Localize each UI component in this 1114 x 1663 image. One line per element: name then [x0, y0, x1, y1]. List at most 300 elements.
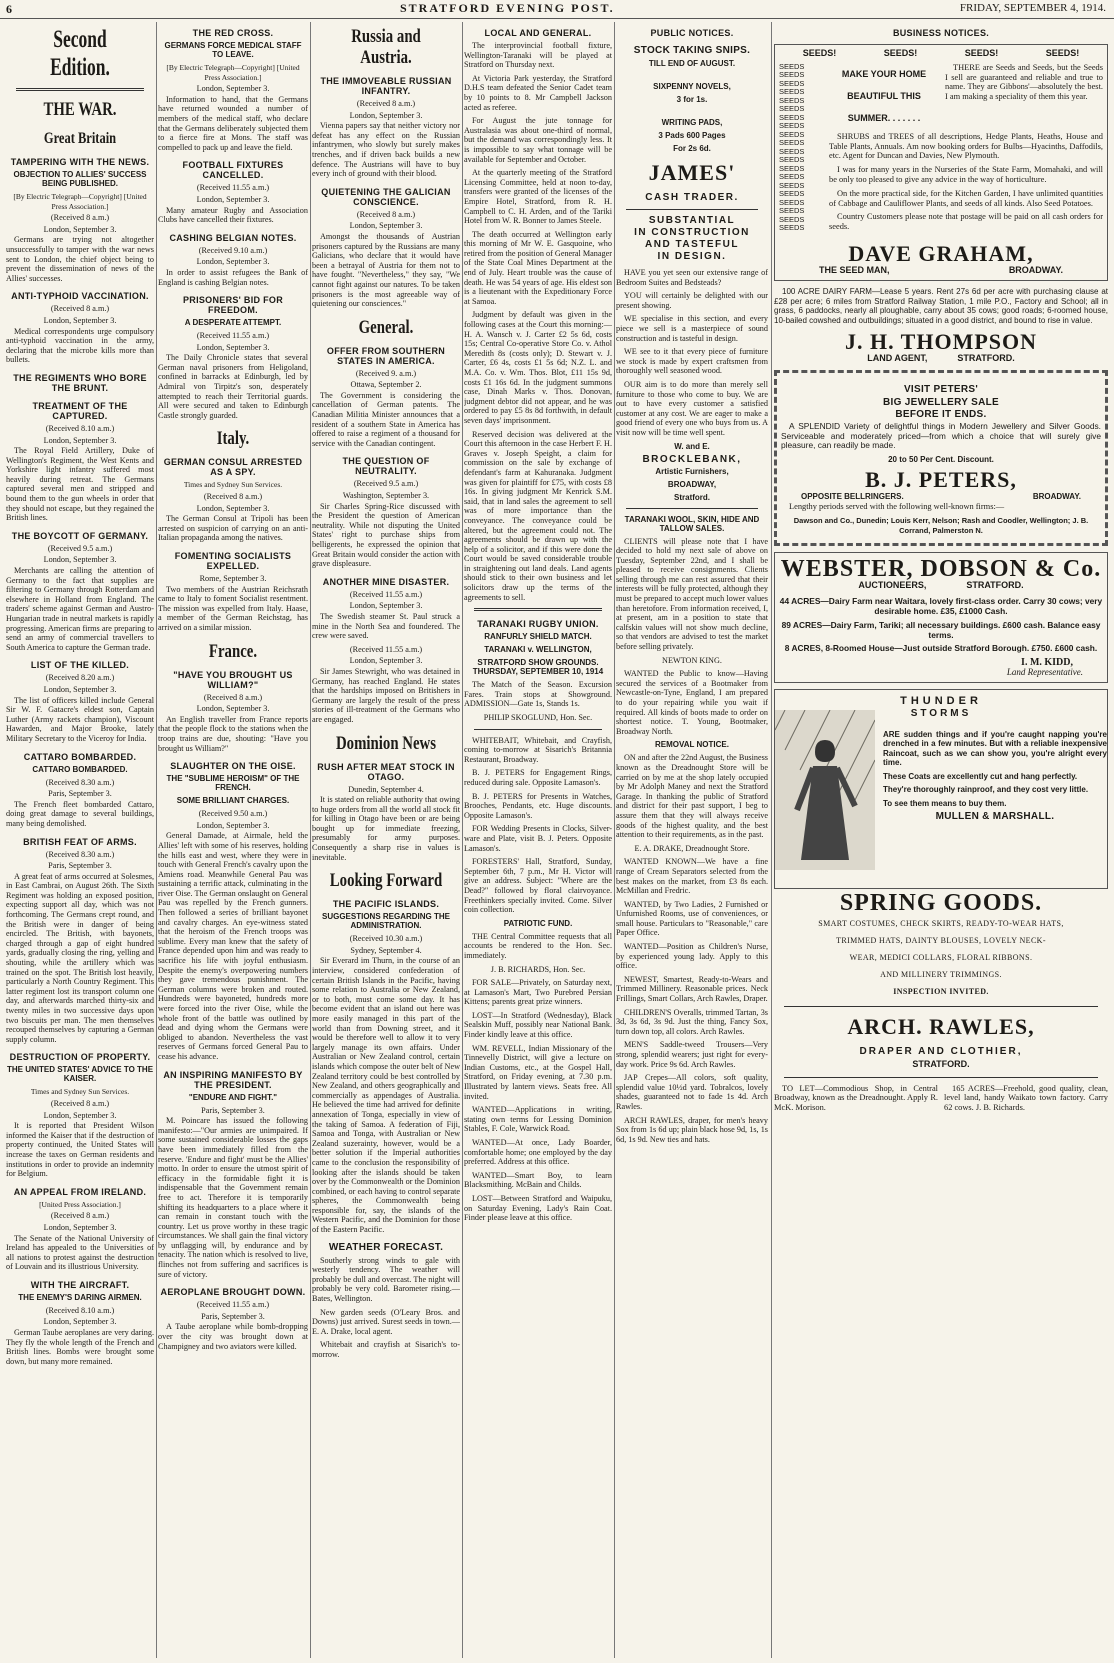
classified-ad: NEWEST, Smartest, Ready-to-Wears and Trimmed Millinery. Reasonable prices. Neck Frillings, Smart Collars, Arch Rawles, Draper. [616, 974, 768, 1004]
headline: ANOTHER MINE DISASTER. [322, 576, 450, 587]
article-text: Two members of the Austrian Reichsrath came to Italy to foment Socialist resentment. The mission was expelled from Italy. Haase, a member of the German Reichstag, has arrived on a similar mission. [158, 584, 308, 632]
ad-heading: BIG JEWELLERY SALE [883, 396, 999, 408]
dateline: London, September 3. [196, 257, 270, 267]
ad-discount: 20 to 50 Per Cent. Discount. [888, 455, 994, 465]
article-text: Medical correspondents urge compulsory anti-typhoid vaccination in the army, declaring that the microbe kills more than bullets. [6, 326, 154, 365]
received-time: (Received 11.55 a.m.) [196, 1300, 270, 1310]
james-brand: JAMES' [648, 160, 736, 185]
dateline: London, September 3. [43, 1222, 117, 1232]
article-text: Amongst the thousands of Austrian prisoners captured by the Russians are many Galicians, who declare that it would have been a betrayal of Austria for them not to have fought. "Nevertheless," they say, "We cannot fight against our natures. To be taken prisoners is the most agreeable way of quietening our consciences." [312, 231, 460, 309]
article-text: Sir Everard im Thurn, in the course of an interview, considered confederation of certain British Islands in the Pacific, having some relation to Australia or New Zealand, or to both, must come some day. It has become evident that an island out here was more easily managed in this part of the world than from Downing street, and it would be therefore well to allow it to very largely manage its own affairs. Under Australian or New Zealand control, certain islands which compose the outer belt of New Zealand territory could be best controlled by New Zealand, and others geographically and commercially as appendages of Australia. He believed the time had arrived for definite annexation of Tonga, especially in view of the taking of Samoa. A federation of Fiji, Samoa and Tonga, with Australian or New Zealand suzerainty, however, would be a better solution if the Imperial authorities came to the conclusion the responsibility of looking after the islands should be taken over by the Commonwealth or the Dominion combined, or each having to control separate spheres, the Commonwealth being responsible for, say, the islands of the Western Pacific, and the Dominion for those of the Eastern Pacific. [312, 956, 460, 1235]
article-text: In order to assist refugees the Bank of England is cashing Belgian notes. [158, 267, 308, 287]
dave-graham-name: DAVE GRAHAM, [848, 240, 1034, 266]
received-time: (Received 9.5 a.m.) [47, 543, 113, 553]
thompson-address: STRATFORD. [957, 352, 1015, 363]
ad-text: They're thoroughly rainproof, and they cost very little. [883, 785, 1089, 795]
arch-rawles-address: STRATFORD. [912, 1058, 970, 1069]
ad-text: THERE are Seeds and Seeds, but the Seeds I sell are guaranteed and reliable and true to name. They are Gibbons'—absolutely the best. I am making a speciality of them this year. [945, 62, 1103, 102]
section-france: France. [208, 640, 258, 662]
subheadline: CATTARO BOMBARDED. [32, 764, 128, 774]
ad-heading: TARANAKI RUGBY UNION. [477, 619, 599, 630]
article-text: Many amateur Rugby and Association Clubs have cancelled their fixtures. [158, 205, 308, 225]
article-text: It is stated on reliable authority that owing to huge orders from all the world all stock fit for killing in Otago have been or are being bought up for immediate freezing, presumably for army purposes. Consequently a sharp rise in values is inevitable. [312, 795, 460, 862]
ad-text: WE specialise in this section, and every piece we sell is a masterpiece of sound construction and is tasteful in design. [616, 314, 768, 343]
slogan-line: SUMMER. . . . . . . [847, 112, 921, 123]
newspaper-title: STRATFORD EVENING POST. [400, 1, 615, 15]
dateline: London, September 3. [196, 194, 270, 204]
ad-text: 100 ACRE DAIRY FARM—Lease 5 years. Rent 27s 6d per acre with purchasing clause at £28 per acre; 6 miles from Stratford Railway Station, 1 mile P.O., Factory and School; all in grass, 6 paddocks, nearly all ploughable, carry about 35 cows; good roads; 6-roomed house, 10-bailed cowshed and outbuildings; situated in a good district, and bound to rise in value. [774, 286, 1108, 326]
ad-text: On the more practical side, for the Kitchen Garden, I have unlimited quantities of Cabbage and Cauliflower Plants, and seeds of all kinds. Also Seed Potatoes. [829, 188, 1103, 208]
dateline: Dunedin, September 4. [348, 784, 424, 794]
dateline: London, September 3. [43, 684, 117, 694]
article-text: The Royal Field Artillery, Duke of Wellington's Regiment, the West Kents and Yorkshire light infantry suffered most heavily during retreat. The Germans captured several men and stripped and bound them to the gun wheels in order that they should not escape, but they regained the British lines. [6, 446, 154, 523]
headline: RUSH AFTER MEAT STOCK IN OTAGO. [317, 761, 455, 782]
subheadline: OBJECTION TO ALLIES' SUCCESS BEING PUBLISHED. [13, 170, 147, 188]
dateline: London, September 3. [196, 84, 270, 94]
ad-subheading: TARANAKI v. WELLINGTON, [484, 645, 592, 655]
column-rule [156, 22, 157, 1658]
column-6 [774, 22, 1108, 1658]
section-general: General. [358, 316, 414, 338]
headline: TAMPERING WITH THE NEWS. [10, 157, 150, 167]
dateline: London, September 3. [196, 820, 270, 830]
divider [784, 1006, 1098, 1007]
headline: "HAVE YOU BROUGHT US WILLIAM?" [173, 669, 293, 690]
classified-ad: LOST—Between Stratford and Waipuku, on Saturday Evening, Lady's Rain Coat. Finder please leave at this office. [464, 1193, 612, 1223]
received-time: (Received 9.50 a.m.) [198, 809, 268, 819]
dateline: Rome, September 3. [199, 574, 267, 583]
ad-text: ON and after the 22nd August, the Business known as the Dreadnought Store will be carried on by me at the shop lately occupied by Mr Adolph Maney and next the Stratford Garage. In thanking the public of Stratford and district for their past support, I beg to assure them that they will always receive goods of the highest quality, and the best attention to their requirements, as in the past. [616, 753, 768, 840]
article-text: Merchants are calling the attention of Germany to the fact that supplies are filtering to Germany through Rotterdam and elsewhere in Holland from England. The traders' scheme against German and Austro-Hungarian trade in neutral markets is rapidly progressing. American firms are preparing to send an army of commercial travellers to South America to capture the German trade. [6, 566, 154, 652]
ad-signature: NEWTON KING. [662, 655, 722, 665]
spring-line: SMART COSTUMES, CHECK SKIRTS, READY-TO-WEAR HATS, [818, 918, 1064, 928]
received-time: (Received 11.55 a.m.) [196, 183, 270, 193]
thompson-title: LAND AGENT, [867, 352, 928, 363]
seeds-text [829, 63, 1103, 236]
headline: WEATHER FORECAST. [328, 1241, 444, 1253]
headline: THE PACIFIC ISLANDS. [332, 899, 440, 910]
article-text: The German Consul at Tripoli has been arrested on suspicion of carrying on an anti-Italian propaganda among the natives. [158, 514, 308, 543]
headline: GERMAN CONSUL ARRESTED AS A SPY. [163, 457, 303, 478]
dateline: London, September 3. [349, 656, 423, 666]
dateline: London, September 3. [349, 601, 423, 611]
article-text: Sir Charles Spring-Rice discussed with the President the question of American neutrality. While not disputing the United States' right to purchase ships from belligerents, he expressed the opinion that Great Britain would consider the action with grave displeasure. [312, 501, 460, 569]
seeds-ad [774, 44, 1108, 281]
dateline: London, September 3. [349, 110, 423, 120]
received-time: (Received 8.20 a.m.) [45, 673, 115, 683]
seeds-word: SEEDS! [802, 48, 837, 58]
article-text: Judgment by default was given in the following cases at the Court this morning:—H. A. Wansch v. J. Carter £2 5s 6d, costs 15s; Central Co-operative Store Co. v. Athol Meredith 8s (costs only); D. Stewart v. J. Carter, £6 4s, costs £1 5s 6d; N.Z. L. and M.A. Co. v. Wm. Thos. Blot, £11 15s 9d, costs £1 16s 6d. In the judgment summons case, Dinah Marks v. Thos. Donovan, judgment debtor did not appear, and he was ordered to pay £5 8s 8d forthwith, in default seven days' imprisonment. [464, 310, 612, 425]
headline: THE BOYCOTT OF GERMANY. [11, 530, 149, 541]
seeds-header [779, 49, 1103, 59]
article-text: At Victoria Park yesterday, the Stratford D.H.S team defeated the Senior Cadet team by 10 points to 8. Mr Campbell Jackson acted as referee. [464, 73, 612, 112]
seeds-item: SEEDS [779, 189, 805, 199]
article-text: The interprovincial football fixture, Wellington-Taranaki will be played at Stratford on Thursday next. [464, 41, 612, 70]
article-text: Sir James Stewright, who was detained in Germany, has reached England. He states that the hardships imposed on Britishers in Germany are largely the result of the press stories of ill-treatment of the Germans who are engaged. [312, 666, 460, 724]
classified-ad: WANTED—Smart Boy, to learn Blacksmithing. McBain and Childs. [464, 1170, 612, 1190]
classified-ad: WM. REVELL, Indian Missionary of the Tinnevelly District, will give a lecture on Indian Customs, etc., at the Gospel Hall, Stratford, on Friday evening, at 7.30 p.m. Illustrated by lantern views. Seats free. All invited. [464, 1043, 612, 1101]
column-rule [462, 22, 463, 1658]
ad-signature: E. A. DRAKE, Dreadnought Store. [634, 843, 750, 853]
classified-ad: LOST—In Stratford (Wednesday), Black Sealskin Muff, possibly near National Bank. Finder kindly leave at this office. [464, 1010, 612, 1040]
masthead [0, 0, 1114, 19]
column-rule [310, 22, 311, 1658]
kidd-name: I. M. KIDD, [1021, 657, 1073, 669]
received-time: (Received 10.30 a.m.) [349, 934, 423, 944]
ad-text: Dawson and Co., Dunedin; Louis Kerr, Nelson; Rash and Coodler, Wellington; J. B. Corrand, Palmerston N. [793, 515, 1089, 535]
article-text: German Taube aeroplanes are very daring. They fly the whole length of the French and British lines. Bombs were brought some down, but many more remained. [6, 1328, 154, 1366]
column-4 [464, 22, 612, 1658]
article-text: Germans are trying not altogether unsuccessfully to tamper with the war news sent to London, the chief object being to prevent the dissemination of news of the Allies' successes. [6, 235, 154, 283]
headline: FOMENTING SOCIALISTS EXPELLED. [174, 551, 292, 571]
seeds-top [829, 63, 1103, 129]
classified-ad: JAP Crepes—All colors, soft quality, splendid value 10½d yard. Tobralcos, lovely shades, guaranteed not to fade 1s 4d. Arch Rawles. [616, 1073, 768, 1111]
thompson-line [774, 354, 1108, 364]
bottom-classifieds [774, 1084, 1108, 1113]
received-time: (Received 8 a.m.) [356, 209, 416, 219]
spring-goods-heading: SPRING GOODS. [839, 889, 1043, 916]
seeds-item: SEEDS [779, 104, 805, 114]
classified-ad: FORESTERS' Hall, Stratford, Sunday, September 6th, 7 p.m., Mr H. Victor will give an address. Subject: "Where are the Dead?" followed by floral clairvoyance. Freethinkers specially invited. Come. Silver coin collection. [464, 857, 612, 915]
ad-text: I was for many years in the Nurseries of the State Farm, Momahaki, and will be only too pleased to give any advice in the way of horticulture. [829, 165, 1103, 184]
seeds-item: SEEDS [779, 112, 805, 122]
ad-text: HAVE you yet seen our extensive range of Bedroom Suites and Bedsteads? [616, 268, 768, 287]
mullen-marshall-name: MULLEN & MARSHALL. [935, 811, 1055, 823]
dispatch-source: Times and Sydney Sun Services. [183, 480, 283, 490]
ad-text: Country Customers please note that postage will be paid on all cash orders for seeds. [829, 212, 1103, 232]
ad-heading: BEFORE IT ENDS. [895, 408, 987, 420]
received-time: (Received 8 a.m.) [50, 1211, 110, 1221]
section-italy: Italy. [216, 428, 250, 450]
headline: THE IMMOVEABLE RUSSIAN INFANTRY. [320, 76, 452, 96]
classified-ad: WANTED, by Two Ladies, 2 Furnished or Unfurnished Rooms, use of conveniences, or small house. Particulars to "Reasonable," care Paper Office. [616, 899, 768, 938]
classified-ad: WANTED—Applications in writing, stating own terms for Lessing Dominion Stables, F. Cole, Warwick Road. [464, 1105, 612, 1134]
received-time: (Received 8.10 a.m.) [45, 1305, 115, 1315]
article-text: Reserved decision was delivered at the Court this afternoon in the case Herbert F. H. Graves v. Joseph Speight, a claim for commission on the sale by exchange of defendant's farm at Kahuranaka. Judgment was given for plaintiff for £75, with costs £8 16s. In giving judgment Mr Kenrick S.M. said, that in land sales the agreement to sell was of more importance than the conveyance. The conveyance could be altered, but the agreement could not. The agreements should be drawn up with the help of a solicitor, and if this were done the Court would be saved considerable trouble in straightening out land deals. Land agents should stick to their own business and let solicitors draw up the terms of the agreements to sell. [464, 429, 612, 602]
seeds-word: SEEDS! [883, 48, 918, 58]
classified-ad: B. J. PETERS for Engagement Rings, reduced during sale. Opposite Lamason's. [464, 768, 612, 787]
received-time: (Received 11.55 a.m.) [349, 589, 423, 599]
ad-subheading: TILL END OF AUGUST. [648, 59, 736, 68]
webster-line [779, 581, 1103, 591]
subheadline: THE "SUBLIME HEROISM" OF THE FRENCH. [166, 774, 300, 793]
headline: PRISONERS' BID FOR FREEDOM. [182, 295, 284, 316]
peters-street: BROADWAY. [1032, 492, 1081, 502]
seeds-item: SEEDS [779, 78, 805, 88]
dateline: London, September 3. [43, 1317, 117, 1327]
article-text: Whitebait and crayfish at Sisarich's to-morrow. [312, 1340, 460, 1359]
headline: FOOTBALL FIXTURES CANCELLED. [182, 160, 284, 181]
firm-line: Stratford. [674, 492, 710, 502]
column-rule [771, 22, 772, 1658]
received-time: (Received 8 a.m.) [203, 492, 263, 502]
classified-ad: THE Central Committee requests that all accounts be rendered to the Hon. Sec. immediately. [464, 931, 612, 960]
article-text: The death occurred at Wellington early this morning of Mr W. E. Gasquoine, who retired from the position of General Manager of the State Coal Mines Department at the end of July. Heart trouble was the cause of death. He was 54 years of age. His eldest son is a lieutenant with the Expeditionary Force at Samoa. [464, 229, 612, 306]
seeds-item: SEEDS [779, 223, 805, 233]
seeds-repeat-list [779, 63, 823, 236]
headline: QUIETENING THE GALICIAN CONSCIENCE. [321, 186, 451, 207]
ad-text: To see them means to buy them. [883, 798, 1007, 808]
ad-heading: STOCK TAKING SNIPS. [633, 45, 751, 56]
subheadline: THE UNITED STATES' ADVICE TO THE KAISER. [6, 1065, 154, 1084]
divider [474, 608, 602, 611]
classified-ad: WANTED KNOWN—We have a fine range of Cream Separators selected from the best makes on the market, from £3 8s each. McMillan and Fredric. [616, 857, 768, 896]
ad-signature: J. B. RICHARDS, Hon. Sec. [490, 964, 586, 974]
ad-signature: PHILIP SKOGLUND, Hon. Sec. [483, 713, 593, 723]
section-russia-austria: Russia and Austria. [351, 26, 421, 68]
seeds-body [779, 63, 1103, 236]
ad-line: 3 for 1s. [676, 95, 708, 104]
article-text: A Taube aeroplane while bomb-dropping over the city was brought down at Champigney and two aviators were killed. [158, 1322, 308, 1351]
article-text: New garden seeds (O'Leary Bros. and Downs) just arrived. Surest seeds in town.—E. A. Drake, local agent. [312, 1307, 460, 1336]
webster-address: STRATFORD. [966, 580, 1024, 591]
headline: WITH THE AIRCRAFT. [30, 1279, 130, 1290]
page-number: 6 [6, 2, 12, 16]
seeds-item: SEEDS [779, 87, 805, 97]
classified-ad: 165 ACRES—Freehold, good quality, clean, level land, handy Waikato town factory. Carry 62 cows. J. B. Richards. [944, 1083, 1108, 1113]
slogan-line: MAKE YOUR HOME [841, 68, 927, 79]
ad-heading: TARANAKI WOOL, SKIN, HIDE AND TALLOW SALES. [624, 514, 760, 533]
ad-heading: IN CONSTRUCTION [634, 227, 750, 238]
headline: CATTARO BOMBARDED. [23, 751, 137, 762]
spring-line: INSPECTION INVITED. [893, 986, 989, 996]
arch-rawles-title: DRAPER AND CLOTHIER, [859, 1045, 1023, 1057]
dateline: Paris, September 3. [201, 1105, 265, 1115]
dateline: Sydney, September 4. [350, 945, 422, 955]
article-text: General Damade, at Airmale, held the Allies' left with some of his reserves, holding the hills east and west, where they were in touch with General French's cavalry upon the Amiens road. Meanwhile General Pau was sustaining a terrific attack, culminating in the river Oise. The German onslaught on General Pau was repelled by the French gunners. Then followed a series of brilliant bayonet and cavalry charges. An eye-witness stated that the heroism of the French troops was sublime. Every man knew that the safety of France depended upon him and was ready to sacrifice his life with joyful enthusiasm. Despite the enemy's overpowering numbers they gave tremendous punishment. The German columns were broken and routed. Hundreds were bayoneted, hundreds more were forced into the river Oise, while the whole front of the battle was outlined by dead and dying whom the Germans were obliged to abandon. Nevertheless the vast reserves of Germans forced General Pau to cease his advance. [158, 831, 308, 1061]
seeds-item: SEEDS [779, 180, 805, 190]
headline: BRITISH FEAT OF ARMS. [23, 836, 137, 847]
seeds-item: SEEDS [779, 138, 805, 148]
received-time: (Received 8.30 a.m.) [45, 849, 115, 859]
dateline: London, September 3. [196, 503, 270, 513]
article-text: Southerly strong winds to gale with westerly tendency. The weather will probably be dull and overcast. The night will probably be very cold. Barometer rising.—Bates, Wellington. [312, 1255, 460, 1304]
seeds-item: SEEDS [779, 163, 805, 173]
article-text: The list of officers killed include General Sir W. F. Gatacre's eldest son, Captain Luther (Army rackets champion), Viscount Hawarden, and Major Brooke, lately Military Secretary to the Viceroy for India. [6, 695, 154, 743]
section-war: THE WAR. [43, 99, 117, 120]
seeds-item: SEEDS [779, 121, 805, 131]
classified-ad: FOR SALE—Privately, on Saturday next, at Lamason's Mart, Two Purebred Persian Kittens; parents great prize winners. [464, 978, 612, 1007]
dateline: London, September 3. [43, 1110, 117, 1120]
seeds-word: SEEDS! [964, 48, 999, 58]
ad-heading: IN DESIGN. [657, 251, 727, 262]
edition-title: Second Edition. [50, 26, 110, 81]
spring-line: TRIMMED HATS, DAINTY BLOUSES, LOVELY NECK- [836, 935, 1046, 945]
ad-text: Lengthy periods served with the following well-known firms:— [789, 501, 1005, 511]
section-great-britain: Great Britain [43, 130, 117, 147]
webster-dobson-ad [774, 552, 1108, 682]
received-time: (Received 8 a.m.) [356, 99, 416, 108]
dispatch-source: [By Electric Telegraph—Copyright] [United Press Association.] [166, 63, 300, 82]
dateline: Paris, September 3. [48, 789, 112, 799]
headline: LOCAL AND GENERAL. [484, 28, 592, 38]
classified-ad: CHILDREN'S Overalls, trimmed Tartan, 3s 3d, 3s 6d, 3s 9d. Just the thing, Fancy Sox, turn down top, all colors. Arch Rawles. [616, 1007, 768, 1036]
kidd-title: Land Representative. [1006, 666, 1083, 677]
mullen-marshall-ad [774, 689, 1108, 889]
seeds-item: SEEDS [779, 214, 805, 224]
seeds-item: SEEDS [779, 146, 805, 156]
dispatch-source: [United Press Association.] [39, 1199, 121, 1209]
subheadline: SOME BRILLIANT CHARGES. [176, 796, 290, 806]
dateline: Paris, September 3. [48, 861, 112, 871]
classified-ad: MEN'S Saddle-tweed Trousers—Very strong, splendid wearers; just right for every-day work. Price 9s 6d. Arch Rawles. [616, 1040, 768, 1069]
headline: ANTI-TYPHOID VACCINATION. [11, 291, 149, 302]
headline: OFFER FROM SOUTHERN STATES IN AMERICA. [326, 345, 446, 366]
thompson-name: J. H. THOMPSON [844, 328, 1038, 354]
ad-text: The Match of the Season. Excursion Fares. Train stops at Showground. ADMISSION—Gate 1s, Stands 1s. [464, 680, 612, 709]
article-text: The Swedish steamer St. Paul struck a mine in the North Sea and foundered. The crew were saved. [312, 611, 460, 641]
firm-name: W. and E. [674, 441, 710, 451]
seeds-item: SEEDS [779, 70, 805, 80]
received-time: (Received 8.30 a.m.) [45, 777, 115, 787]
cash-trader: CASH TRADER. [645, 192, 739, 203]
classified-ad: TO LET—Commodious Shop, in Central Broadway, known as the Dreadnought. Apply R. McK. Morison. [774, 1083, 938, 1113]
peters-location: OPPOSITE BELLRINGERS. [801, 492, 904, 502]
section-business-notices: BUSINESS NOTICES. [892, 28, 990, 38]
firm-line: Artistic Furnishers, [655, 466, 729, 476]
peters-name: B. J. PETERS, [865, 467, 1017, 493]
article-text: Information to hand, that the Germans have returned wounded a number of members of the medical staff, who declare that the Germans deliberately subjected them to a fierce fire at Mons. The staff was compelled to pack up and leave the field. [158, 94, 308, 152]
webster-title: AUCTIONEERS, [858, 580, 927, 591]
classified-ad: ARCH RAWLES, draper, for men's heavy Sox from 1s 6d up; plain black hose 9d, 1s, 1s 6d, 1s 9d. New ties and hats. [616, 1115, 768, 1144]
dateline: Ottawa, September 2. [350, 380, 422, 390]
subheadline: A DESPERATE ATTEMPT. [184, 318, 282, 328]
divider [474, 729, 602, 730]
ad-line: 3 Pads 600 Pages [658, 131, 726, 140]
column-1 [6, 22, 154, 1658]
received-time: (Received 8 a.m.) [50, 213, 110, 223]
article-text: M. Poincare has issued the following manifesto:—"Our armies are unimpaired. If some sustained considerable losses the gaps have been immediately filled from the reserve. 'Endure and fight' must be the Allies' motto. In order to ensure the utmost spirit of efficacy in the formidable fight it is indispensable that the Government remain free to act. Therefore it is temporarily shifting its headquarters to a place where it can remain in constant touch with the country. Let us prove worthy in these tragic circumstances. We shall gain the final victory by unflagging will, by endurance and by tenacity. The nation which is resolved to live, flinches not from suffering and sacrifices is sure of victory. [158, 1116, 308, 1279]
ad-heading: REMOVAL NOTICE. [655, 740, 729, 750]
article-text: The Government is considering the cancellation of German patents. The Canadian Militia Minister announces that a resident of a southern State in America has offered to raise a regiment of a thousand for service with the Canadian contingent. [312, 390, 460, 448]
article-text: For August the jute tonnage for Australasia was about one-third of normal, but the demand was correspondingly less. It is impossible to say what tonnage will be available for September and October. [464, 116, 612, 164]
ad-text: These Coats are excellently cut and hang perfectly. [883, 771, 1078, 781]
headline: TREATMENT OF THE CAPTURED. [32, 400, 128, 421]
ad-heading: PATRIOTIC FUND. [503, 918, 573, 928]
spring-line: WEAR, MEDICI COLLARS, FLORAL RIBBONS. [849, 952, 1033, 962]
arch-rawles-name: ARCH. RAWLES, [847, 1013, 1035, 1039]
column-5 [616, 22, 768, 1658]
seeds-item: SEEDS [779, 155, 805, 165]
ad-text: YOU will certainly be delighted with our present showing. [616, 291, 768, 310]
ad-line: WRITING PADS, [661, 118, 723, 127]
received-time: (Received 11.55 a.m.) [196, 331, 270, 341]
classified-ad: B. J. PETERS for Presents in Watches, Brooches, Pendants, etc. Huge discounts. Opposite Lamason's. [464, 791, 612, 820]
dateline: Paris, September 3. [201, 1311, 265, 1321]
seeds-item: SEEDS [779, 129, 805, 139]
received-time: (Received 8.10 a.m.) [45, 423, 115, 433]
ad-text: OUR aim is to do more than merely sell furniture to those who come to buy. We are out to have every customer a satisfied customer at any cost. We are eager to make a good friend of every one who buys from us. A visit now will be time well spent. [616, 379, 768, 437]
dateline: London, September 3. [43, 224, 117, 234]
article-text: A great feat of arms occurred at Solesmes, in East Cambrai, on August 26th. The Sixth Regiment was holding an exposed position, expecting support all day, which was not forthcoming. The Germans crept round, and the British were in danger of being encircled. The British, with bayonets, charged through a gap of eight hundred yards, gradually closing the ring, yelling and shouting, while the artillery which was trained on the spot. The British lost heavily, particularly a North Country Regiment. This latter regiment lost its transport column one day, and afterwards marched thirty-six and twenty miles in two successive days upon two biscuits per man. The men themselves recouped themselves by capturing a German supply column. [6, 871, 154, 1044]
headline: AN APPEAL FROM IRELAND. [13, 1186, 147, 1197]
headline: AN INSPIRING MANIFESTO BY THE PRESIDENT. [163, 1069, 303, 1090]
webster-name: WEBSTER, DOBSON & Co. [780, 556, 1102, 583]
dateline: London, September 3. [43, 435, 117, 445]
classified-ad: WANTED—Position as Children's Nurse, by experienced young lady. Apply to this office. [616, 942, 768, 971]
column-rule [614, 22, 615, 1658]
ad-subheading: STRATFORD SHOW GROUNDS. THURSDAY, SEPTEMBER 10, 1914 [472, 658, 604, 677]
column-2 [158, 22, 308, 1658]
property-listing: 8 ACRES, 8-Roomed House—Just outside Stratford Borough. £750. £600 cash. [784, 643, 1098, 654]
dateline: London, September 3. [349, 221, 423, 231]
ad-text: ARE sudden things and if you're caught napping you're drenched in a few minutes. But with a reliable inexpensive Raincoat, such as we can show you, you're alright every time. [883, 729, 1107, 768]
ad-subheading: RANFURLY SHIELD MATCH. [484, 632, 592, 642]
peters-jewellery-ad [774, 370, 1108, 547]
graham-title: THE SEED MAN, [819, 264, 890, 275]
dateline: London, September 3. [196, 704, 270, 714]
received-time: (Received 8 a.m.) [50, 1098, 110, 1108]
article-text: Vienna papers say that neither victory nor defeat has any effect on the Russian infantrymen, who slowly but surely makes trenches, and if driven back builds a new defence. The Austrians will have to buy every inch of ground with their blood. [312, 121, 460, 179]
received-time: (Received 8 a.m.) [50, 304, 110, 314]
dateline: London, September 3. [196, 342, 270, 352]
firm-line: BROADWAY, [667, 479, 717, 489]
seeds-item: SEEDS [779, 95, 805, 105]
classified-ad: WANTED the Public to know—Having secured the services of a Bootmaker from Newcastle-on-Tyne, England, I am prepared to do your repairing while you wait if required. All kinds of boots made to order on shortest notice. T. Young, Bootmaker, Broadway North. [616, 669, 768, 736]
spring-line: AND MILLINERY TRIMMINGS. [880, 969, 1002, 979]
received-time: (Received 9. a.m.) [355, 368, 417, 378]
ad-heading: SUBSTANTIAL [648, 215, 736, 226]
dispatch-source: [By Electric Telegraph—Copyright] [United Press Association.] [13, 192, 147, 211]
property-listing: 89 ACRES—Dairy Farm, Tariki; all necessary buildings. £600 cash. Balance easy terms. [781, 619, 1101, 640]
article-text: At the quarterly meeting of the Stratford Licensing Committee, held at noon to-day, transfers were granted of the licenses of the Empire Hotel, Stratford, from R. H. Campbell to C. H. Arden, and of the Tariki Hotel from W. R. Bonner to James Steele. [464, 168, 612, 226]
classified-ad: FOR Wedding Presents in Clocks, Silver-ware and Plate, visit B. J. Peters. Opposite Lamason's. [464, 824, 612, 853]
raincoat-figure-icon [775, 710, 875, 870]
ad-copy [883, 730, 1107, 826]
slogan-line: BEAUTIFUL THIS [847, 90, 921, 101]
issue-date: FRIDAY, SEPTEMBER 4, 1914. [959, 2, 1106, 14]
ad-text: A SPLENDID Variety of delightful things in Modern Jewellery and Silver Goods. Serviceable and moderately priced—from which a choice that will surely give pleasure, can readily be made. [781, 420, 1101, 451]
divider [626, 209, 758, 210]
ad-heading: VISIT PETERS' [903, 383, 979, 395]
ad-heading: AND TASTEFUL [645, 239, 739, 250]
ad-line: SIXPENNY NOVELS, [653, 82, 731, 91]
ad-text: SHRUBS and TREES of all descriptions, Hedge Plants, Heaths, House and Table Plants, Annuals. Am now booking orders for Bulbs—Hyacinths, Daffodils, etc. Agent for Duncan and Davies, New Plymouth. [829, 131, 1103, 161]
headline: DESTRUCTION OF PROPERTY. [9, 1052, 151, 1063]
divider [626, 508, 758, 509]
ad-heading: THUNDER [900, 694, 982, 707]
headline: SLAUGHTER ON THE OISE. [170, 761, 296, 772]
subheadline: GERMANS FORCE MEDICAL STAFF TO LEAVE. [164, 41, 302, 59]
headline: CASHING BELGIAN NOTES. [169, 232, 297, 243]
section-looking-forward: Looking Forward [329, 870, 443, 892]
dave-graham-line [779, 266, 1103, 276]
subheadline: SUGGESTIONS REGARDING THE ADMINISTRATION. [321, 912, 450, 931]
seeds-item: SEEDS [779, 61, 805, 71]
headline: AEROPLANE BROUGHT DOWN. [160, 1287, 306, 1298]
seeds-item: SEEDS [779, 197, 805, 207]
graham-address: BROADWAY. [1008, 264, 1063, 275]
article-text: An English traveller from France reports that the people flock to the stations when the troop trains are due, shouting: "Have you brought us William?" [158, 714, 308, 753]
divider [784, 1077, 1098, 1078]
headline: LIST OF THE KILLED. [30, 660, 130, 671]
section-dominion-news: Dominion News [335, 732, 437, 754]
subheadline: THE ENEMY'S DARING AIRMEN. [18, 1292, 142, 1302]
ad-text: WE see to it that every piece of furniture we stock is made by expert craftsmen from thoroughly well seasoned wood. [616, 347, 768, 376]
ad-heading: STORMS [910, 707, 972, 719]
seeds-item: SEEDS [779, 206, 805, 216]
article-text: The Senate of the National University of Ireland has appealed to the Universities of all nations to protest against the destruction of Louvain and its illustrious University. [6, 1233, 154, 1272]
seeds-word: SEEDS! [1045, 48, 1080, 58]
ad-text: CLIENTS will please note that I have decided to hold my next sale of above on Tuesday, September 22nd, and I shall be pleased to receive consignments. Clients selling through me can rest assured that their interests will be fully protected, although they must be prepared to accept much lower values than heretofore. From information received, I, at present, am in a position to state that calfskin values will not show much decline, so that vendors are advised to test the market before selling privately. [616, 536, 768, 652]
dateline: London, September 3. [43, 315, 117, 325]
headline: THE RED CROSS. [192, 28, 274, 38]
property-listing: 44 ACRES—Dairy Farm near Waitara, lovely first-class order. Carry 30 cows; very desirable home. £35, £1000 Cash. [779, 596, 1103, 616]
seeds-slogan [829, 63, 939, 129]
received-time: (Received 9.10 a.m.) [198, 245, 268, 255]
classified-ad: WHITEBAIT, Whitebait, and Crayfish, coming to-morrow at Sisarich's Britannia Restaurant, Broadway. [464, 735, 612, 764]
divider [16, 88, 144, 91]
